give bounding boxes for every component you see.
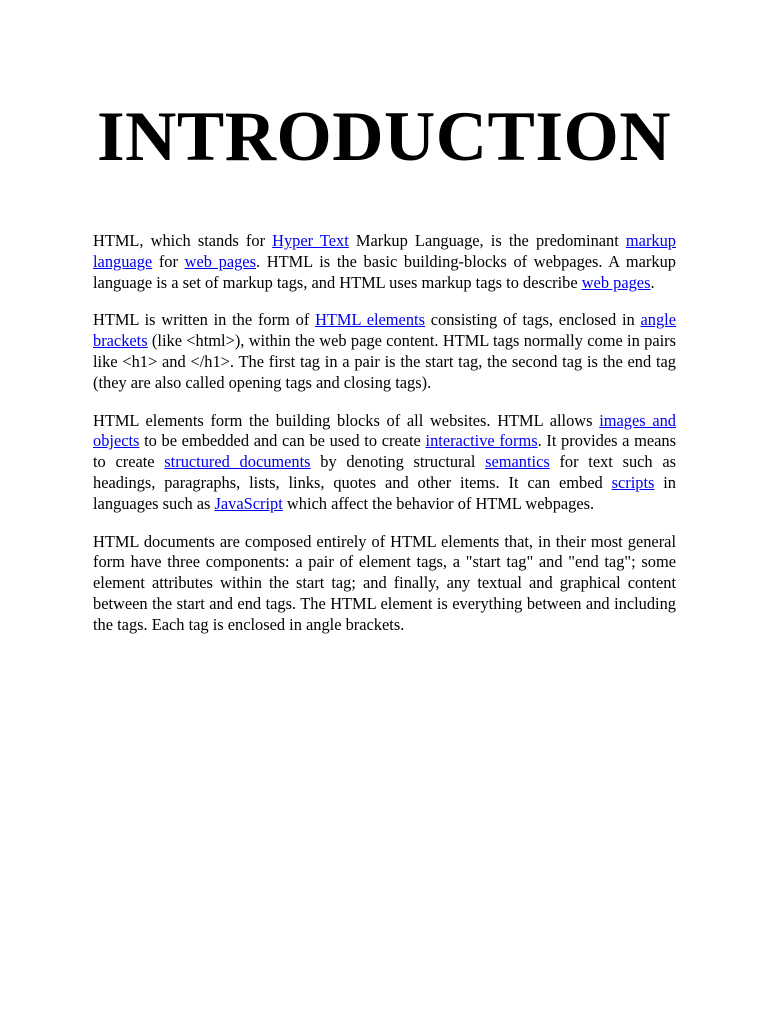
link-web-pages[interactable]: web pages (184, 251, 256, 271)
paragraph-text: Markup Language, is the predominant (348, 231, 626, 250)
link-scripts[interactable]: scripts (611, 472, 655, 492)
paragraph-1 (93, 231, 676, 293)
link-angle-brackets[interactable]: angle brackets (93, 310, 676, 351)
paragraph-text: . It provides a means to create (93, 431, 676, 472)
link-interactive-forms[interactable]: interactive forms (425, 431, 538, 451)
paragraph-text: HTML documents are composed entirely of HTML elements that, in their most general form have three components: a pair of element tags, a "start tag" and "end tag"; some element attributes within the start tag; and finally, any textual and graphical content between the start and end tags. The HTML element is everything between and including the tags. Each tag is enclosed in angle brackets. (93, 531, 676, 634)
paragraph-text: for (152, 251, 185, 271)
link-html-elements[interactable]: HTML elements (315, 310, 425, 330)
document-body (93, 231, 676, 653)
paragraph-4 (93, 532, 676, 636)
link-hyper-text[interactable]: Hyper Text (272, 231, 349, 250)
paragraph-3 (93, 411, 676, 515)
paragraph-text: which affect the behavior of HTML webpages. (282, 493, 595, 513)
paragraph-text: by denoting structural (310, 452, 486, 472)
page-title: INTRODUCTION (96, 98, 672, 176)
paragraph-text: for text such as headings, paragraphs, lists, links, quotes and other items. It can embed (93, 452, 676, 492)
link-javascript[interactable]: JavaScript (214, 493, 283, 513)
link-markup-language[interactable]: markup language (93, 231, 676, 271)
link-semantics[interactable]: semantics (485, 452, 550, 472)
paragraph-text: HTML is written in the form of (93, 310, 316, 330)
paragraph-text: in languages such as (93, 472, 676, 513)
link-structured-documents[interactable]: structured documents (164, 452, 311, 472)
paragraph-text: consisting of tags, enclosed in (424, 310, 641, 330)
paragraph-text: . (650, 272, 655, 292)
link-web-pages-2[interactable]: web pages (581, 272, 651, 292)
paragraph-2 (93, 310, 676, 393)
paragraph-text: . HTML is the basic building-blocks of webpages. A markup language is a set of markup tags, and HTML uses markup tags to describe (93, 251, 676, 292)
paragraph-text: to be embedded and can be used to create (139, 431, 426, 451)
paragraph-text: HTML, which stands for (93, 231, 273, 250)
paragraph-text: HTML elements form the building blocks of all websites. HTML allows (93, 410, 600, 430)
link-images-and-objects[interactable]: images and objects (93, 410, 676, 451)
paragraph-text: (like <html>), within the web page content. HTML tags normally come in pairs like <h1> and </h1>. The first tag in a pair is the start tag, the second tag is the end tag (they are also called opening tags and closing tags). (93, 331, 676, 392)
